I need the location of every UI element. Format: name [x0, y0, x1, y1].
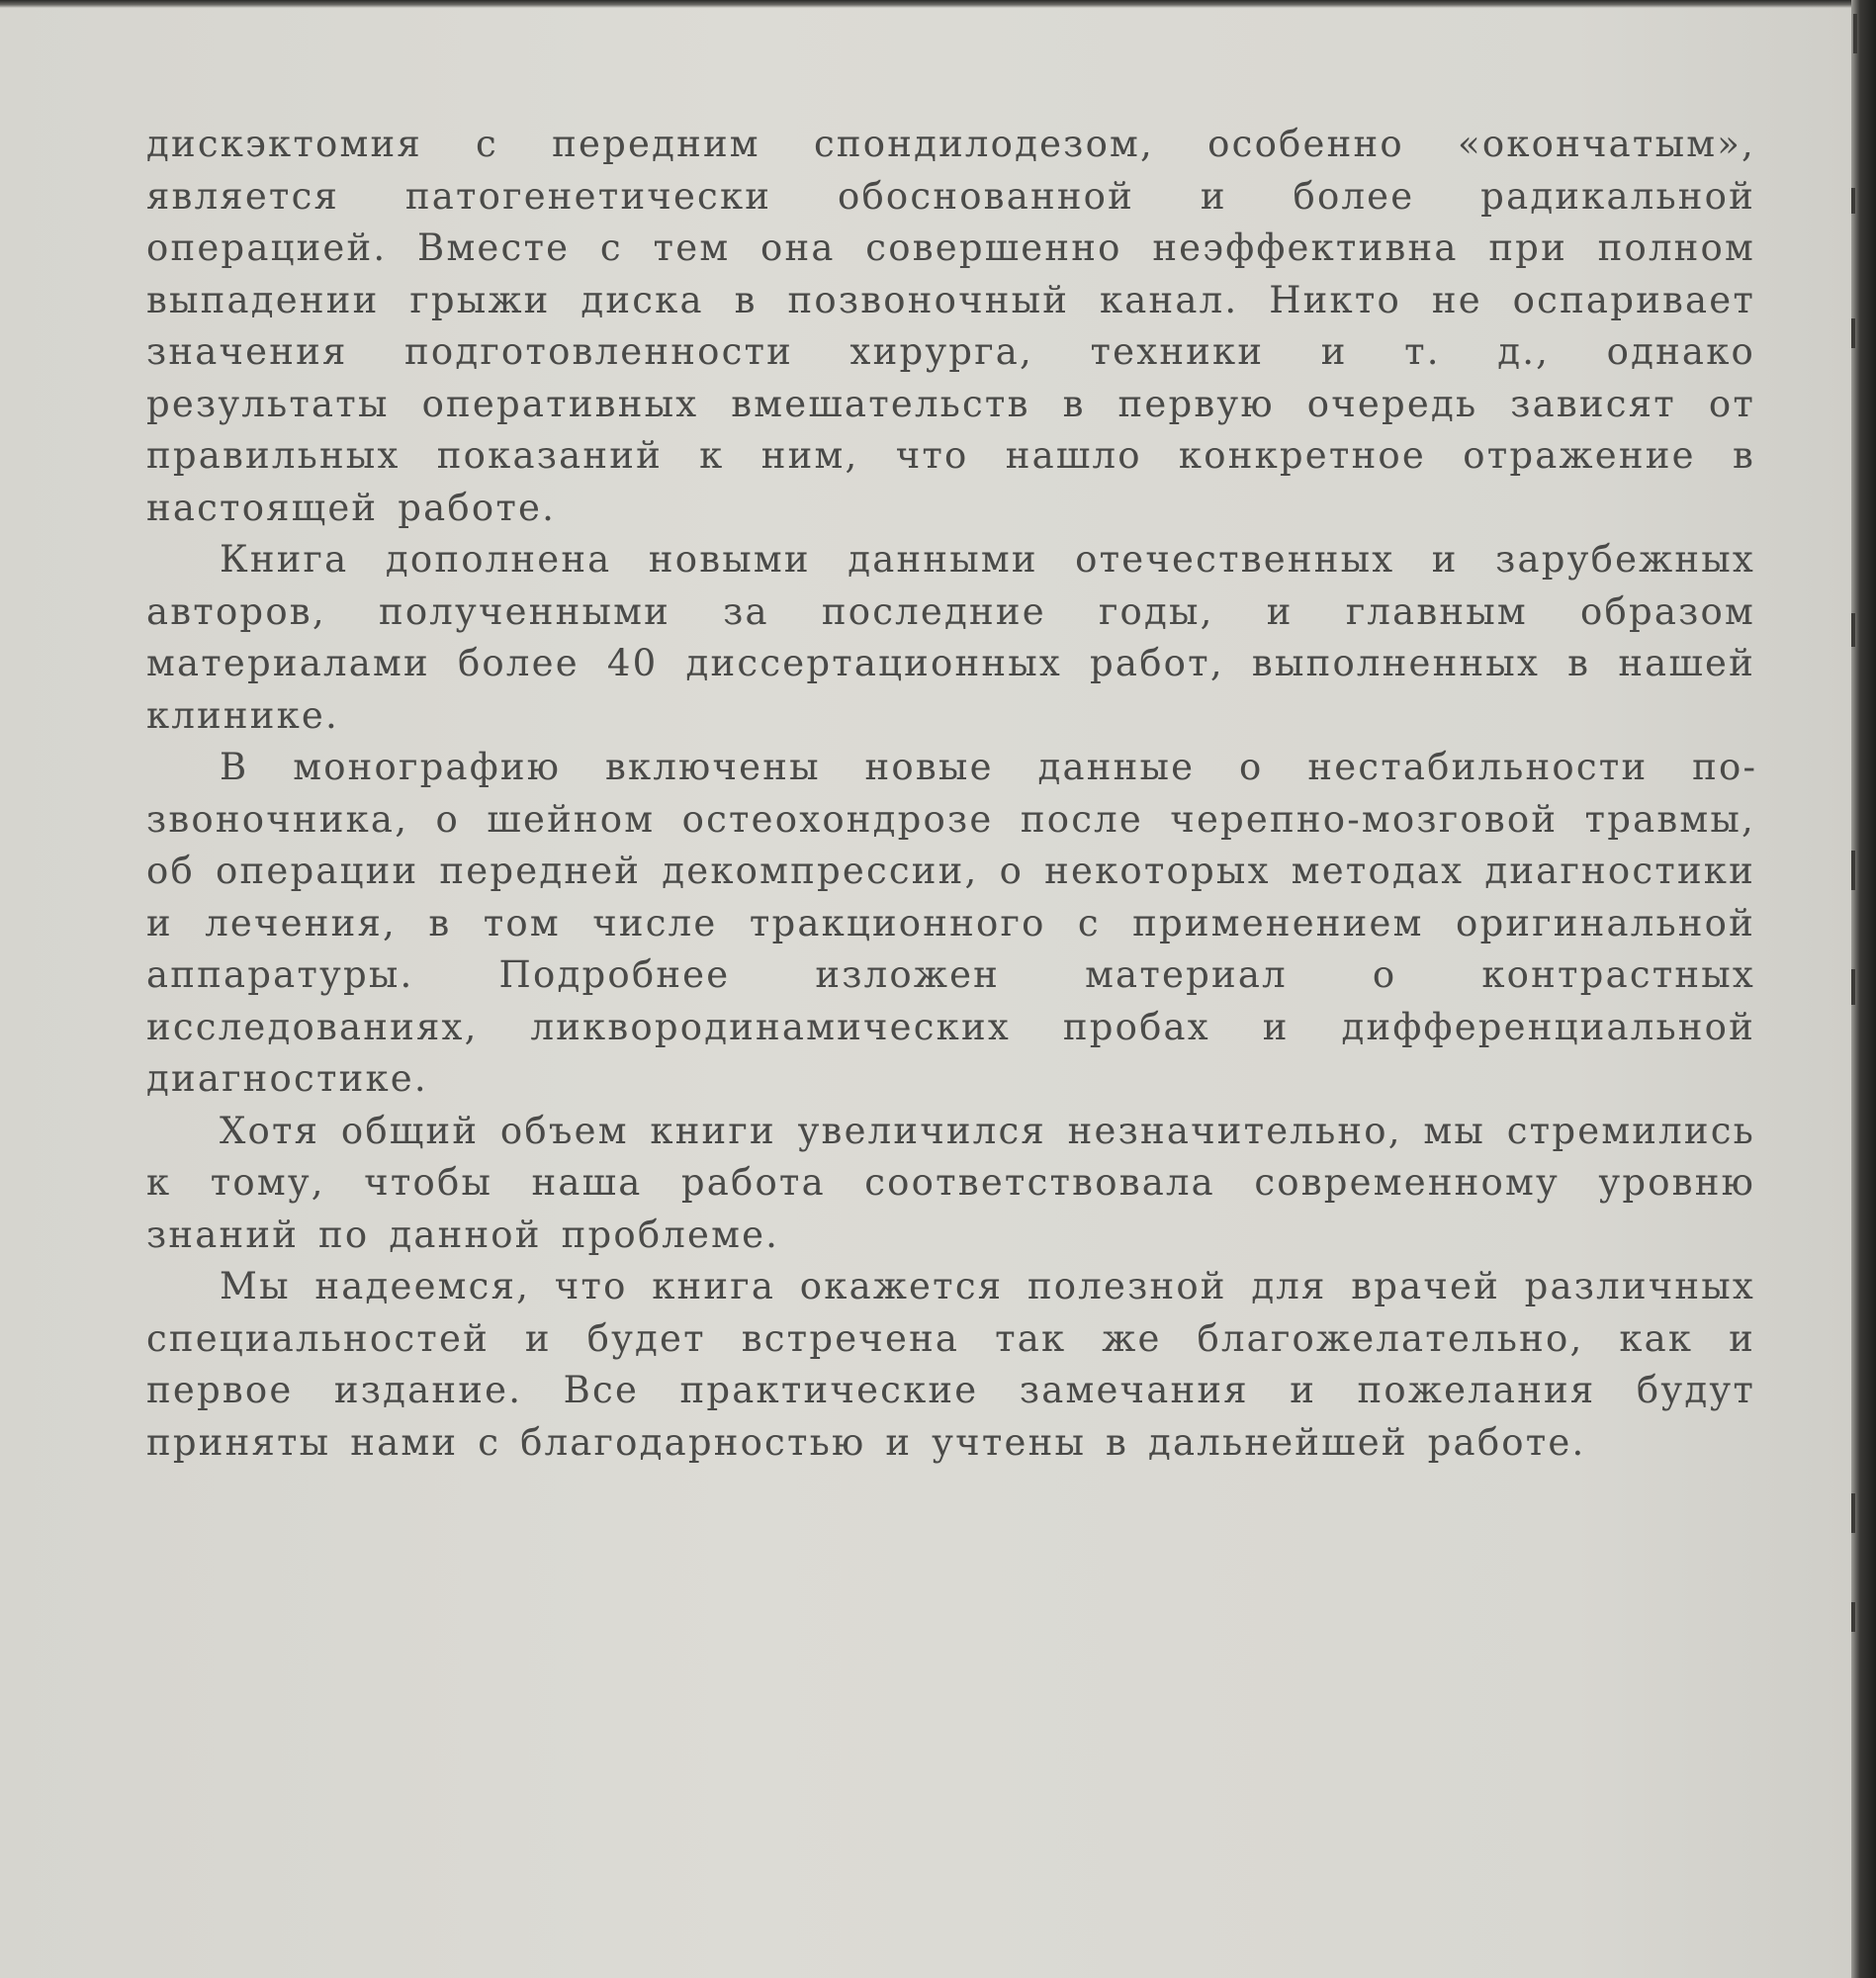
paragraph-2: Книга дополнена новыми данными отечественных и зарубежных авторов, полученными за последние годы, и главным образом материалами более 40 диссертационных работ, выполненных в нашей клинике.: [146, 538, 1755, 737]
book-spine: [1851, 0, 1876, 1978]
paragraph-5: Мы надеемся, что книга окажется полезной для врачей различных специальностей и будет встречена так же благожелательно, как и первое издание. Все практические замечания и пожелания будут приняты нами с благодарностью и учтены в дальнейшей работе.: [146, 1265, 1755, 1464]
page-top-shadow: [0, 0, 1876, 8]
paragraph-1: дискэктомия с передним спондилодезом, особенно «окончатым», является патогенетически обоснованной и более радикальной операцией. Вместе с тем она совершенно неэффективна при полном выпадении грыжи диска в позвоночный канал. Никто не оспаривает значения подготовленности хирурга, техники и т. д., однако результаты оперативных вмешательств в первую очередь зависят от правильных показаний к ним, что нашло конкретное отражение в настоящей работе.: [146, 123, 1755, 529]
spine-mark: [1851, 1493, 1855, 1533]
body-text: [146, 119, 1755, 1469]
spine-mark: [1851, 1602, 1855, 1632]
paragraph-3: В монографию включены новые данные о нестабильности позвоночника, о шейном остеохондрозе после черепно-мозговой травмы, об операции передней декомпрессии, о некоторых методах диагностики и лечения, в том числе тракционного с применением оригинальной аппаратуры. Подробнее изложен материал о контрастных исследованиях, ликвородинамических пробах и дифференциальной диагностике.: [146, 746, 1755, 1100]
spine-mark: [1851, 188, 1855, 214]
paragraph-4: Хотя общий объем книги увеличился незначительно, мы стремились к тому, чтобы наша работа соответствовала современному уровню знаний по данной проблеме.: [146, 1109, 1755, 1256]
spine-mark: [1851, 318, 1855, 348]
spine-mark: [1851, 613, 1855, 647]
spine-mark: [1851, 969, 1855, 1005]
spine-mark: [1853, 14, 1857, 53]
spine-mark: [1851, 851, 1855, 890]
